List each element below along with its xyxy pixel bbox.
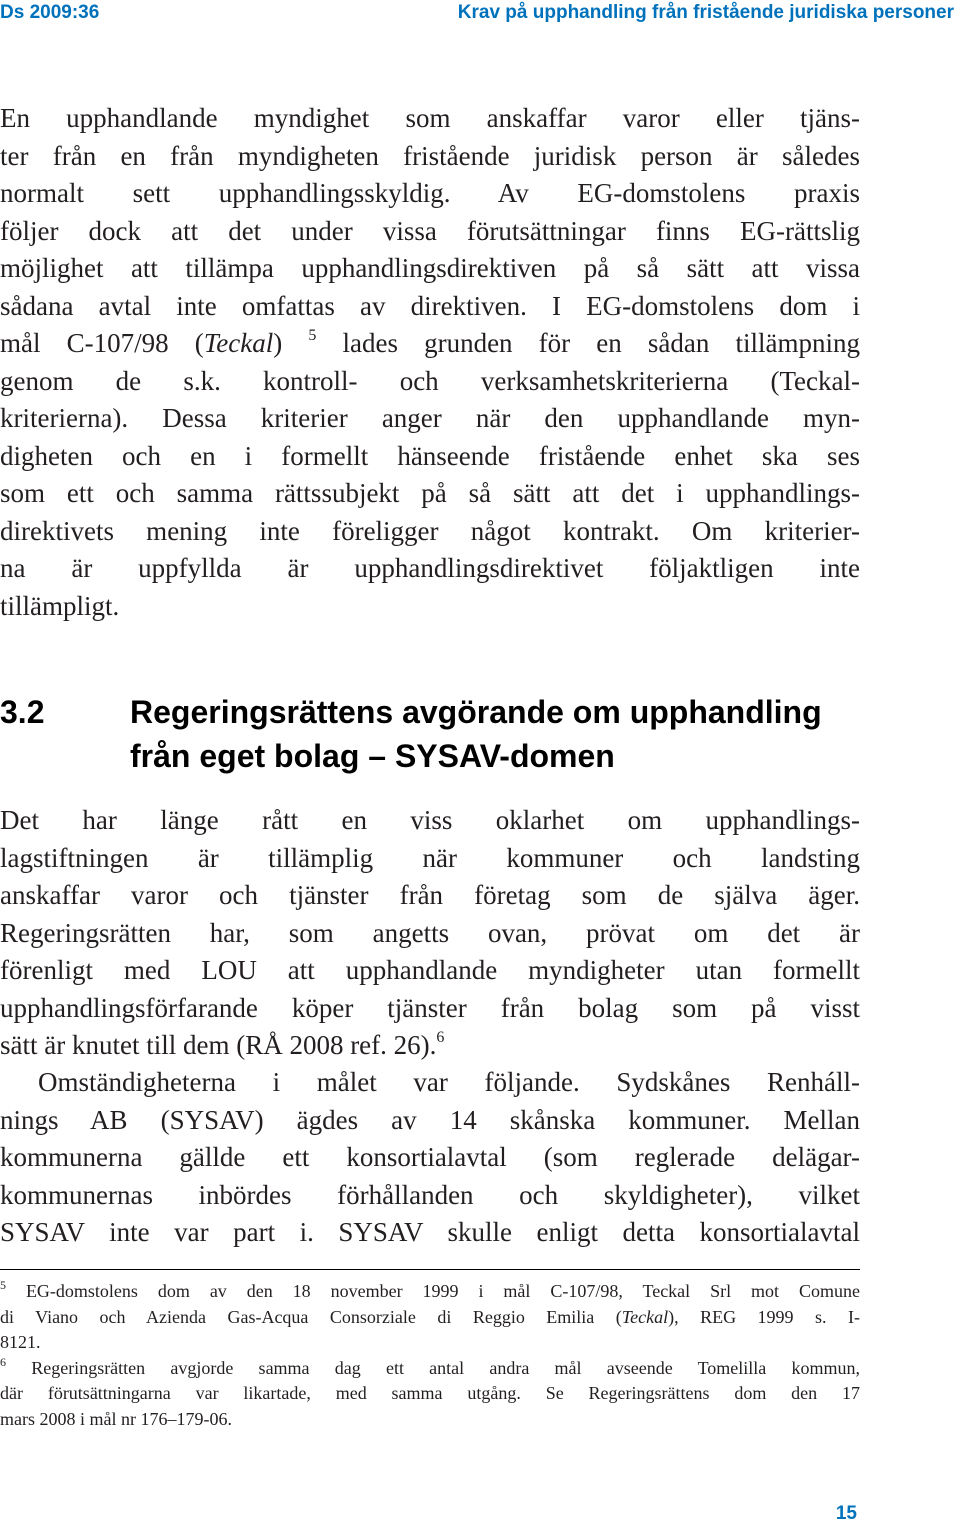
footnote-number: 5 (0, 1278, 6, 1292)
footnote-5-line (0, 1305, 860, 1331)
text-fragment: Regeringsrätten avgjorde samma dag ett antal andra mål avseende Tomelilla kommun, (6, 1357, 860, 1378)
text-line: Omständigheterna i målet var följande. Sydskånes Renháll- (38, 1067, 860, 1097)
text-line: digheten och en i formellt hänseende fristående enhet ska ses (0, 440, 860, 471)
text-line: möjlighet att tillämpa upphandlingsdirektiven på så sätt att vissa (0, 253, 860, 283)
text-line (0, 1027, 860, 1065)
text-line: förenligt med LOU att upphandlande myndigheter utan formellt (0, 955, 860, 985)
section-number: 3.2 (0, 694, 45, 730)
paragraph-circumstances (0, 1064, 860, 1252)
footnote-divider (0, 1269, 860, 1270)
text-line: upphandlingsförfarande köper tjänster från bolag som på visst (0, 992, 860, 1023)
text-line: tillämpligt. (0, 590, 120, 621)
text-line: anskaffar varor och tjänster från företag som de själva äger. (0, 880, 860, 910)
footnote-5-line: 8121. (0, 1332, 41, 1352)
text-line: SYSAV inte var part i. SYSAV skulle enligt detta konsortialavtal (0, 1217, 860, 1247)
paragraph-intro (0, 100, 860, 625)
text-fragment: di Viano och Azienda Gas-Acqua Consorziale di Reggio Emilia ( (0, 1306, 622, 1327)
text-line: lagstiftningen är tillämplig när kommuner och landsting (0, 842, 860, 873)
footnote-6-line: mars 2008 i mål nr 176–179-06. (0, 1408, 232, 1429)
page-number: 15 (835, 1503, 857, 1524)
text-fragment: ) (273, 328, 309, 358)
footnote-6-line: där förutsättningarna var likartade, med samma utgång. Se Regeringsrättens dom den 17 (0, 1383, 860, 1403)
text-line (0, 325, 860, 363)
text-line: sådana avtal inte omfattas av direktiven. I EG-domstolens dom i (0, 290, 860, 321)
text-line: nings AB (SYSAV) ägdes av 14 skånska kommuner. Mellan (0, 1104, 860, 1135)
text-fragment: mål C-107/98 ( (0, 328, 204, 358)
text-line: kriterierna). Dessa kriterier anger när den upphandlande myn- (0, 403, 860, 433)
text-line: Regeringsrätten har, som angetts ovan, prövat om det är (0, 917, 860, 948)
text-line: som ett och samma rättssubjekt på så sätt att det i upphandlings- (0, 478, 860, 508)
text-line: direktivets mening inte föreligger något kontrakt. Om kriterier- (0, 515, 860, 546)
footnote-ref-5[interactable]: 5 (308, 327, 317, 344)
text-fragment: lades grunden för en sådan tillämpning (316, 328, 860, 358)
text-line: Det har länge rått en viss oklarhet om upphandlings- (0, 805, 860, 835)
text-line: följer dock att det under vissa förutsättningar finns EG-rättslig (0, 215, 860, 246)
document-id: Ds 2009:36 (0, 2, 100, 23)
case-name-teckal: Teckal (203, 328, 274, 358)
text-line: genom de s.k. kontroll- och verksamhetskriterierna (Teckal- (0, 365, 860, 396)
text-line: ter från en från myndigheten fristående juridisk person är således (0, 140, 860, 171)
text-line: normalt sett upphandlingsskyldig. Av EG-domstolens praxis (0, 178, 860, 208)
section-title-line: Regeringsrättens avgörande om upphandling (130, 694, 822, 730)
text-fragment: ), REG 1999 s. I- (668, 1306, 860, 1327)
footnote-5-line (0, 1279, 860, 1305)
footnote-ref-6[interactable]: 6 (436, 1029, 445, 1046)
section-title-line: från eget bolag – SYSAV-domen (130, 738, 615, 774)
text-fragment: sätt är knutet till dem (RÅ 2008 ref. 26). (0, 1030, 437, 1060)
footnotes (0, 1279, 860, 1432)
case-name-teckal: Teckal (621, 1306, 669, 1327)
chapter-title: Krav på upphandling från fristående juridiska personer (457, 2, 954, 23)
text-line: na är uppfyllda är upphandlingsdirektivet följaktligen inte (0, 553, 860, 583)
text-fragment: EG-domstolens dom av den 18 november 1999 i mål C-107/98, Teckal Srl mot Comune (6, 1281, 860, 1301)
footnote-number: 6 (0, 1354, 6, 1369)
running-header (0, 0, 960, 30)
text-line: kommunerna gällde ett konsortialavtal (som reglerade delägar- (0, 1142, 860, 1172)
text-line: En upphandlande myndighet som anskaffar varor eller tjäns- (0, 103, 860, 133)
text-line: kommunernas inbördes förhållanden och skyldigheter), vilket (0, 1179, 860, 1210)
footnote-6-line (0, 1356, 860, 1382)
section-title (130, 690, 890, 778)
paragraph-sysav-intro (0, 802, 860, 1065)
